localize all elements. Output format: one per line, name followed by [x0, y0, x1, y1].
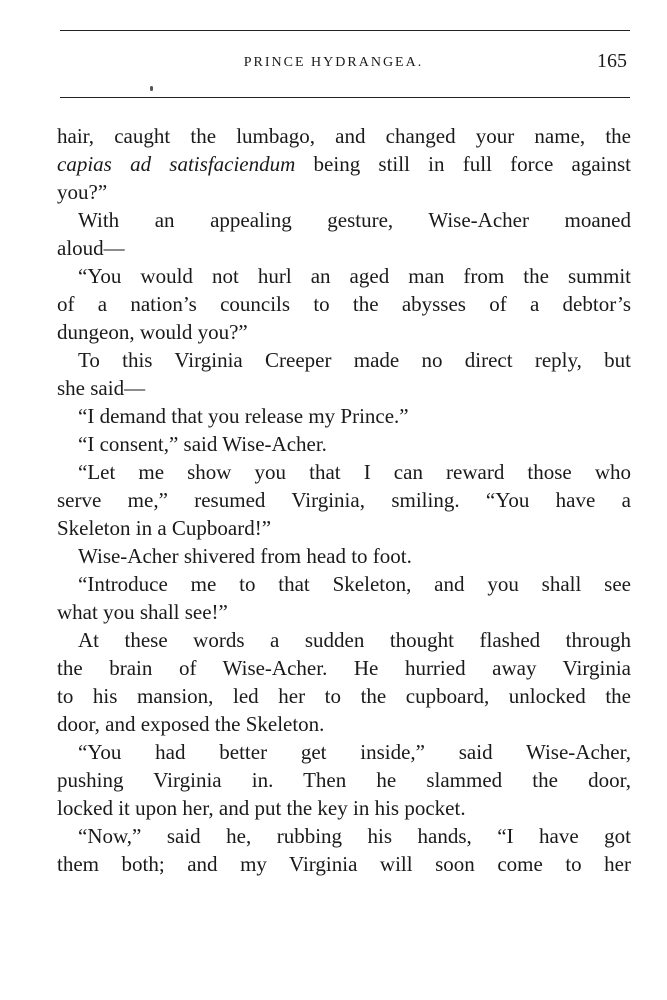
text-segment: being still in full force against — [295, 152, 631, 176]
text-line: to his mansion, led her to the cupboard, unlocked the — [57, 684, 631, 708]
text-line: of a nation’s councils to the abysses of a debtor’s — [57, 292, 631, 316]
text-line: “I demand that you release my Prince.” — [78, 404, 409, 428]
text-line — [57, 150, 631, 178]
text-line: “Let me show you that I can reward those who — [78, 460, 631, 484]
text-line: “I consent,” said Wise-Acher. — [78, 432, 327, 456]
ink-speck — [150, 86, 153, 91]
header-rule — [60, 97, 630, 98]
text-line: she said— — [57, 376, 146, 400]
text-line: dungeon, would you?” — [57, 320, 248, 344]
text-line: With an appealing gesture, Wise-Acher moaned — [78, 208, 631, 232]
text-line: them both; and my Virginia will soon come to her — [57, 852, 631, 876]
text-line: pushing Virginia in. Then he slammed the door, — [57, 768, 631, 792]
top-rule — [60, 30, 630, 31]
text-line: “You had better get inside,” said Wise-Acher, — [78, 740, 631, 764]
page-number: 165 — [597, 50, 627, 72]
text-line: door, and exposed the Skeleton. — [57, 712, 325, 736]
text-line: serve me,” resumed Virginia, smiling. “You have a — [57, 488, 631, 512]
text-line: you?” — [57, 180, 108, 204]
text-line: “You would not hurl an aged man from the summit — [78, 264, 631, 288]
italic-phrase: capias ad satisfaciendum — [57, 152, 296, 176]
text-line: hair, caught the lumbago, and changed your name, the — [57, 124, 631, 148]
text-line: To this Virginia Creeper made no direct reply, but — [78, 348, 631, 372]
text-line: Skeleton in a Cupboard!” — [57, 516, 272, 540]
text-line: the brain of Wise-Acher. He hurried away Virginia — [57, 656, 631, 680]
text-line: what you shall see!” — [57, 600, 228, 624]
text-line: “Now,” said he, rubbing his hands, “I have got — [78, 824, 631, 848]
text-line: “Introduce me to that Skeleton, and you shall see — [78, 572, 631, 596]
text-line: At these words a sudden thought flashed through — [78, 628, 631, 652]
running-head: PRINCE HYDRANGEA. — [243, 55, 424, 70]
text-line: Wise-Acher shivered from head to foot. — [78, 544, 412, 568]
text-line: locked it upon her, and put the key in his pocket. — [57, 796, 466, 820]
text-line: aloud— — [57, 236, 125, 260]
